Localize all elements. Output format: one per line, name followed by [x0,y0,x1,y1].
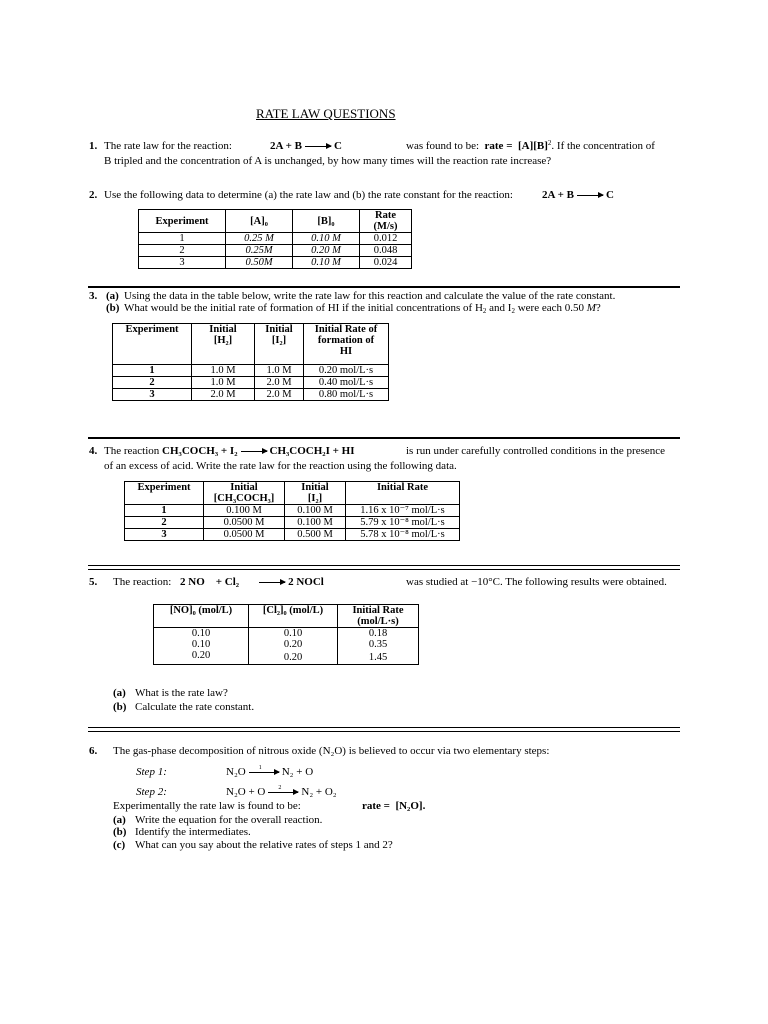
page-title: RATE LAW QUESTIONS [256,106,396,121]
q5-product: 2 NOCl [288,576,324,588]
table-cell: 0.40 mol/L·s [304,377,389,389]
q1-product: C [333,140,342,152]
q1-rate-exponent: 2 [547,139,552,147]
q3-part-a-label: (a) [106,290,119,302]
q6-step2-lhs: N₂O + O [226,786,266,798]
col-header-line: Initial [301,482,329,493]
table-row [113,389,389,401]
q3-data-table [112,323,389,401]
table-cell: 1.0 M [192,365,255,377]
q3-part-b-text: What would be the initial rate of formation of HI if the initial concentrations of $H_2$ and $I_2$ were each 0.50 M? [124,302,601,315]
table-cell: 0.25M [226,245,293,257]
col-header-line: Initial [209,324,237,335]
q3-part-b-label: (b) [106,302,120,314]
table-cell: 0.100 M [204,505,285,517]
q2-reactants: 2A + B [542,189,574,201]
table-cell: 5.79 x 10⁻⁸ mol/L·s [346,517,460,529]
step-arrow-number: 1 [258,764,262,771]
q5-part-b-text: Calculate the rate constant. [135,701,255,713]
table-cell: 0.20 [249,650,338,665]
col-header: [A]₀ [226,210,293,233]
q6-part-b-text: Identify the intermediates. [135,826,251,838]
col-header: Rate (M/s) [360,210,412,233]
reaction-arrow-icon [241,451,267,452]
table-cell: 0.10 M [293,257,360,269]
col-header-line: Initial Rate [352,605,404,616]
q3-b-text-4: M [586,302,596,314]
q3-b-text-2: and I [486,302,512,314]
table-cell: 0.024 [360,257,412,269]
col-header-line: [I₂] [307,493,323,504]
q6-rate-expression: [N₂O]. [395,800,426,812]
table-row [113,377,389,389]
col-header-line: Initial [265,324,293,335]
step-arrow-number: 2 [278,784,282,791]
col-header: [NO]₀ (mol/L) [154,605,249,628]
q1-rate-statement [406,140,655,152]
q2-equation [542,189,614,201]
table-cell: 1 [139,233,226,245]
table-cell: 1.0 M [255,365,304,377]
table-header-row [154,605,419,628]
table-cell: 3 [139,257,226,269]
q6-rate-label: rate = [362,800,390,812]
table-row [113,365,389,377]
col-header-line: [H₂] [213,335,233,346]
table-cell: 2 [139,245,226,257]
table-cell: 3 [113,389,192,401]
q6-part-a-label: (a) [113,814,126,826]
q3-b-text-5: ? [595,302,601,314]
table-cell: 1 [125,505,204,517]
q3-number: 3. [89,290,98,302]
col-header [192,324,255,365]
table-cell: 2 [125,517,204,529]
q1-number: 1. [89,140,98,152]
table-cell: 0.50M [226,257,293,269]
table-cell: 0.18 [368,628,388,639]
q2-text: Use the following data to determine (a) the rate law and (b) the rate constant for the reaction: [104,189,513,201]
table-cell: 0.10 [191,628,211,639]
q1-rate-expression: [A][B] [517,140,548,152]
q4-data-table [124,481,460,541]
table-cell: 0.100 M [285,505,346,517]
col-header: Experiment [113,324,192,365]
table-cell: 0.10 [191,639,211,650]
q6-intro: The gas-phase decomposition of nitrous oxide (N₂O) is believed to occur via two elementary steps: [113,745,550,757]
q5-reactants: 2 NO + Cl₂ [180,576,240,588]
table-cell: 0.048 [360,245,412,257]
q6-rate-law [362,800,425,812]
table-row [154,639,419,650]
table-cell: 0.25 M [226,233,293,245]
table-header-row [113,324,389,365]
q1-intro: The rate law for the reaction: [104,140,232,152]
q5-number: 5. [89,576,98,588]
table-cell: 0.20 mol/L·s [304,365,389,377]
section-divider [88,727,680,732]
table-cell: 1 [113,365,192,377]
table-cell: 2 [113,377,192,389]
q1-found-text: was found to be: [406,140,480,152]
table-row [139,257,412,269]
table-cell: 2.0 M [255,389,304,401]
q6-experimental-text: Experimentally the rate law is found to be: [113,800,301,812]
q3-b-text-1: What would be the initial rate of formation of HI if the initial concentrations of H [124,302,483,314]
q1-rate-label: rate = [484,140,513,152]
q4-reactant-2: + I₂ [220,445,238,457]
q3-b-text-3: were each 0.50 [514,302,584,314]
col-header-line: Initial Rate of [314,324,378,335]
col-header [338,605,419,628]
q1-line-2: B tripled and the concentration of A is unchanged, by how many times will the reaction rate increase? [104,155,552,167]
table-cell: 2.0 M [192,389,255,401]
q2-data-table [138,209,412,269]
section-divider [88,565,680,570]
q6-step1-lhs: N₂O [226,766,246,778]
table-cell: 0.012 [360,233,412,245]
col-header: [Cl₂]₀ (mol/L) [249,605,338,628]
table-cell: 0.100 M [285,517,346,529]
q3-part-a-text: Using the data in the table below, write the rate law for this reaction and calculate the value of the rate constant. [124,290,616,302]
col-header [304,324,389,365]
q6-step1-equation [226,766,313,778]
reaction-arrow-icon [268,784,298,793]
table-cell: 1.0 M [192,377,255,389]
q4-product: CH₃COCH₂I + HI [269,445,355,457]
q2-product: C [605,189,614,201]
q1-continuation: . If the concentration of [551,140,655,152]
q6-step1-label: Step 1: [136,766,167,778]
table-cell: 0.500 M [285,529,346,541]
col-header-line: (mol/L·s) [357,616,399,627]
q5-equation [180,576,324,588]
q5-continuation: was studied at −10°C. The following results were obtained. [406,576,667,588]
q4-continuation: is run under carefully controlled conditions in the presence [406,445,666,457]
q5-intro: The reaction: [113,576,172,588]
table-header-row [125,482,460,505]
reaction-arrow-icon [249,764,279,773]
table-cell: 0.0500 M [204,529,285,541]
section-divider [88,437,680,439]
q4-number: 4. [89,445,98,457]
table-header-row [139,210,412,233]
col-header: Experiment [139,210,226,233]
col-header: [B]₀ [293,210,360,233]
table-cell: 0.20 M [293,245,360,257]
q4-reactant-1: CH₃COCH₃ [162,445,219,457]
q5-part-b-label: (b) [113,701,127,713]
q1-reactants: 2A + B [270,140,302,152]
col-header-line: [I₂] [271,335,287,346]
table-cell: 0.10 M [293,233,360,245]
table-cell: 0.20 [191,650,211,661]
q5-data-table [153,604,419,665]
col-header: Experiment [125,482,204,505]
table-cell: 0.10 [249,628,338,640]
q4-line-2: of an excess of acid. Write the rate law for the reaction using the following data. [104,460,457,472]
table-cell: 0.0500 M [204,517,285,529]
table-row [125,517,460,529]
q6-part-b-label: (b) [113,826,127,838]
table-cell: 3 [125,529,204,541]
table-cell: 5.78 x 10⁻⁸ mol/L·s [346,529,460,541]
table-row [154,650,419,665]
table-row [139,233,412,245]
col-header-line: Initial [230,482,258,493]
table-cell: 0.35 [368,639,388,650]
q6-step1-rhs: N₂ + O [281,766,314,778]
col-header-line: [CH₃COCH₃] [213,493,275,504]
q6-part-c-label: (c) [113,839,126,851]
table-cell: 0.80 mol/L·s [304,389,389,401]
reaction-arrow-icon [577,195,603,196]
table-cell: 0.20 [249,639,338,650]
q2-number: 2. [89,189,98,201]
q6-step2-rhs: N₂ + O₂ [301,786,337,798]
table-row [139,245,412,257]
q6-number: 6. [89,745,98,757]
table-row [125,505,460,517]
col-header-line: formation of [317,335,375,346]
q4-equation-line [104,445,354,457]
q6-part-a-text: Write the equation for the overall reaction. [135,814,323,826]
q5-part-a-text: What is the rate law? [135,687,228,699]
reaction-arrow-icon [305,146,331,147]
table-row [125,529,460,541]
reaction-arrow-icon [259,582,285,583]
col-header [204,482,285,505]
col-header [285,482,346,505]
col-header: Initial Rate [346,482,460,505]
table-cell: 1.45 [368,651,388,663]
q1-equation [270,140,342,152]
q4-intro: The reaction [104,445,160,457]
table-cell: 2.0 M [255,377,304,389]
q6-step2-label: Step 2: [136,786,167,798]
col-header [255,324,304,365]
q5-part-a-label: (a) [113,687,126,699]
section-divider [88,286,680,288]
table-row [154,628,419,640]
col-header-line: HI [339,346,353,357]
table-cell: 1.16 x 10⁻⁷ mol/L·s [346,505,460,517]
q6-part-c-text: What can you say about the relative rates of steps 1 and 2? [135,839,393,851]
q6-step2-equation [226,786,337,798]
